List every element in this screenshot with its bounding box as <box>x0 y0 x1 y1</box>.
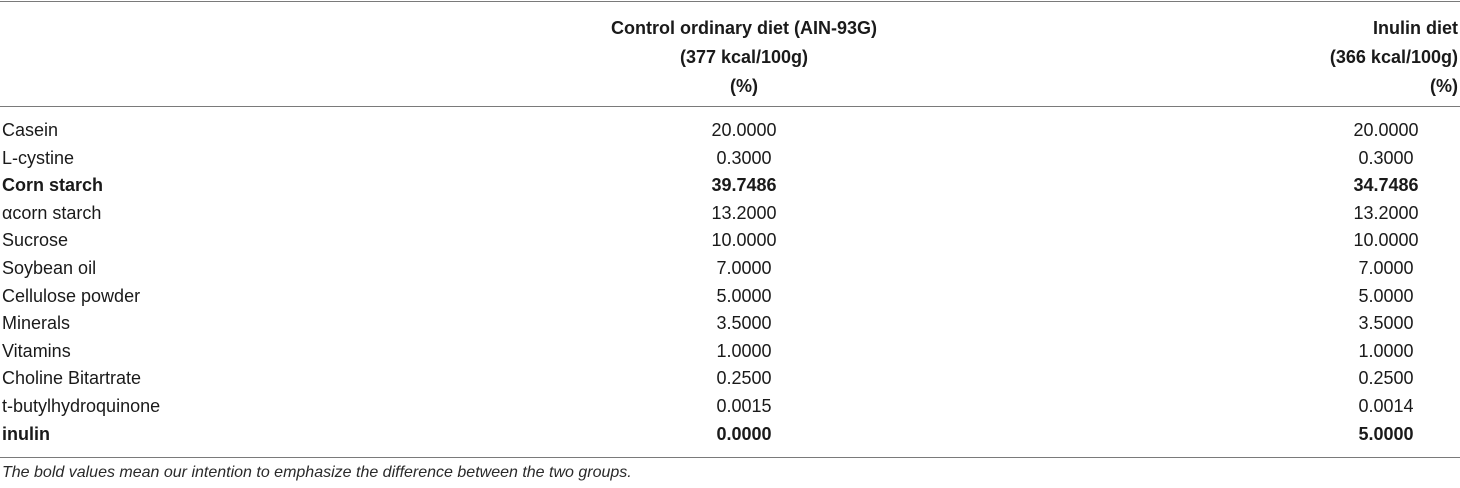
table-row <box>0 255 1460 283</box>
ingredient-name: inulin <box>2 423 50 444</box>
table-row <box>0 338 1460 366</box>
table-row <box>0 310 1460 338</box>
inulin-diet-value: 10.0000 <box>1353 230 1419 251</box>
ingredient-name: L-cystine <box>2 147 75 168</box>
ingredient-name: Vitamins <box>2 340 71 361</box>
header-control-line-2: (377 kcal/100g) <box>679 47 809 67</box>
table-bottom-rule <box>0 457 1460 458</box>
ingredient-name: Cellulose powder <box>2 285 141 306</box>
ingredient-name: Casein <box>2 120 59 140</box>
ingredient-name: Soybean oil <box>2 258 97 278</box>
table-row <box>0 283 1460 311</box>
control-diet-value: 0.0015 <box>716 396 772 416</box>
control-diet-value: 10.0000 <box>711 230 777 251</box>
inulin-diet-value: 13.2000 <box>1353 202 1419 223</box>
inulin-diet-value: 5.0000 <box>1358 423 1414 444</box>
control-diet-value: 20.0000 <box>711 120 777 140</box>
inulin-diet-value: 0.3000 <box>1358 147 1414 168</box>
control-diet-value: 0.0000 <box>716 423 772 444</box>
table-top-rule <box>0 1 1460 2</box>
table-row <box>0 117 1460 145</box>
table-row <box>0 227 1460 255</box>
ingredient-name: Sucrose <box>2 230 69 251</box>
inulin-diet-value: 34.7486 <box>1353 175 1419 196</box>
header-inulin-line-2: (366 kcal/100g) <box>1329 47 1458 67</box>
inulin-diet-value: 7.0000 <box>1358 258 1414 278</box>
table-row <box>0 421 1460 449</box>
inulin-diet-value: 3.5000 <box>1358 313 1414 334</box>
control-diet-value: 39.7486 <box>711 175 777 196</box>
ingredient-name: t-butylhydroquinone <box>2 396 161 416</box>
header-control-diet <box>544 14 944 101</box>
header-control-line-3: (%) <box>730 76 758 96</box>
inulin-diet-value: 20.0000 <box>1353 120 1419 140</box>
control-diet-value: 7.0000 <box>716 258 772 278</box>
header-inulin-line-3: (%) <box>1430 76 1458 96</box>
ingredient-name: αcorn starch <box>2 202 102 223</box>
header-control-line-1: Control ordinary diet (AIN-93G) <box>610 18 877 38</box>
ingredient-name: Corn starch <box>2 175 104 196</box>
table-row <box>0 200 1460 228</box>
header-rule <box>0 106 1460 107</box>
control-diet-value: 3.5000 <box>716 313 772 334</box>
table-row <box>0 172 1460 200</box>
inulin-diet-value: 5.0000 <box>1358 285 1414 306</box>
ingredient-name: Choline Bitartrate <box>2 368 142 389</box>
table-footnote: The bold values mean our intention to emphasize the difference between the two groups. <box>2 464 632 481</box>
inulin-diet-value: 0.0014 <box>1358 396 1414 416</box>
table-row <box>0 365 1460 393</box>
control-diet-value: 13.2000 <box>711 202 777 223</box>
control-diet-value: 1.0000 <box>716 340 772 361</box>
control-diet-value: 5.0000 <box>716 285 772 306</box>
control-diet-value: 0.3000 <box>716 147 772 168</box>
control-diet-value: 0.2500 <box>716 368 772 389</box>
table-row <box>0 145 1460 173</box>
ingredient-name: Minerals <box>2 313 71 334</box>
inulin-diet-value: 0.2500 <box>1358 368 1414 389</box>
header-inulin-diet <box>1330 14 1458 101</box>
header-inulin-line-1: Inulin diet <box>1373 18 1458 38</box>
inulin-diet-value: 1.0000 <box>1358 340 1414 361</box>
table-row <box>0 393 1460 421</box>
